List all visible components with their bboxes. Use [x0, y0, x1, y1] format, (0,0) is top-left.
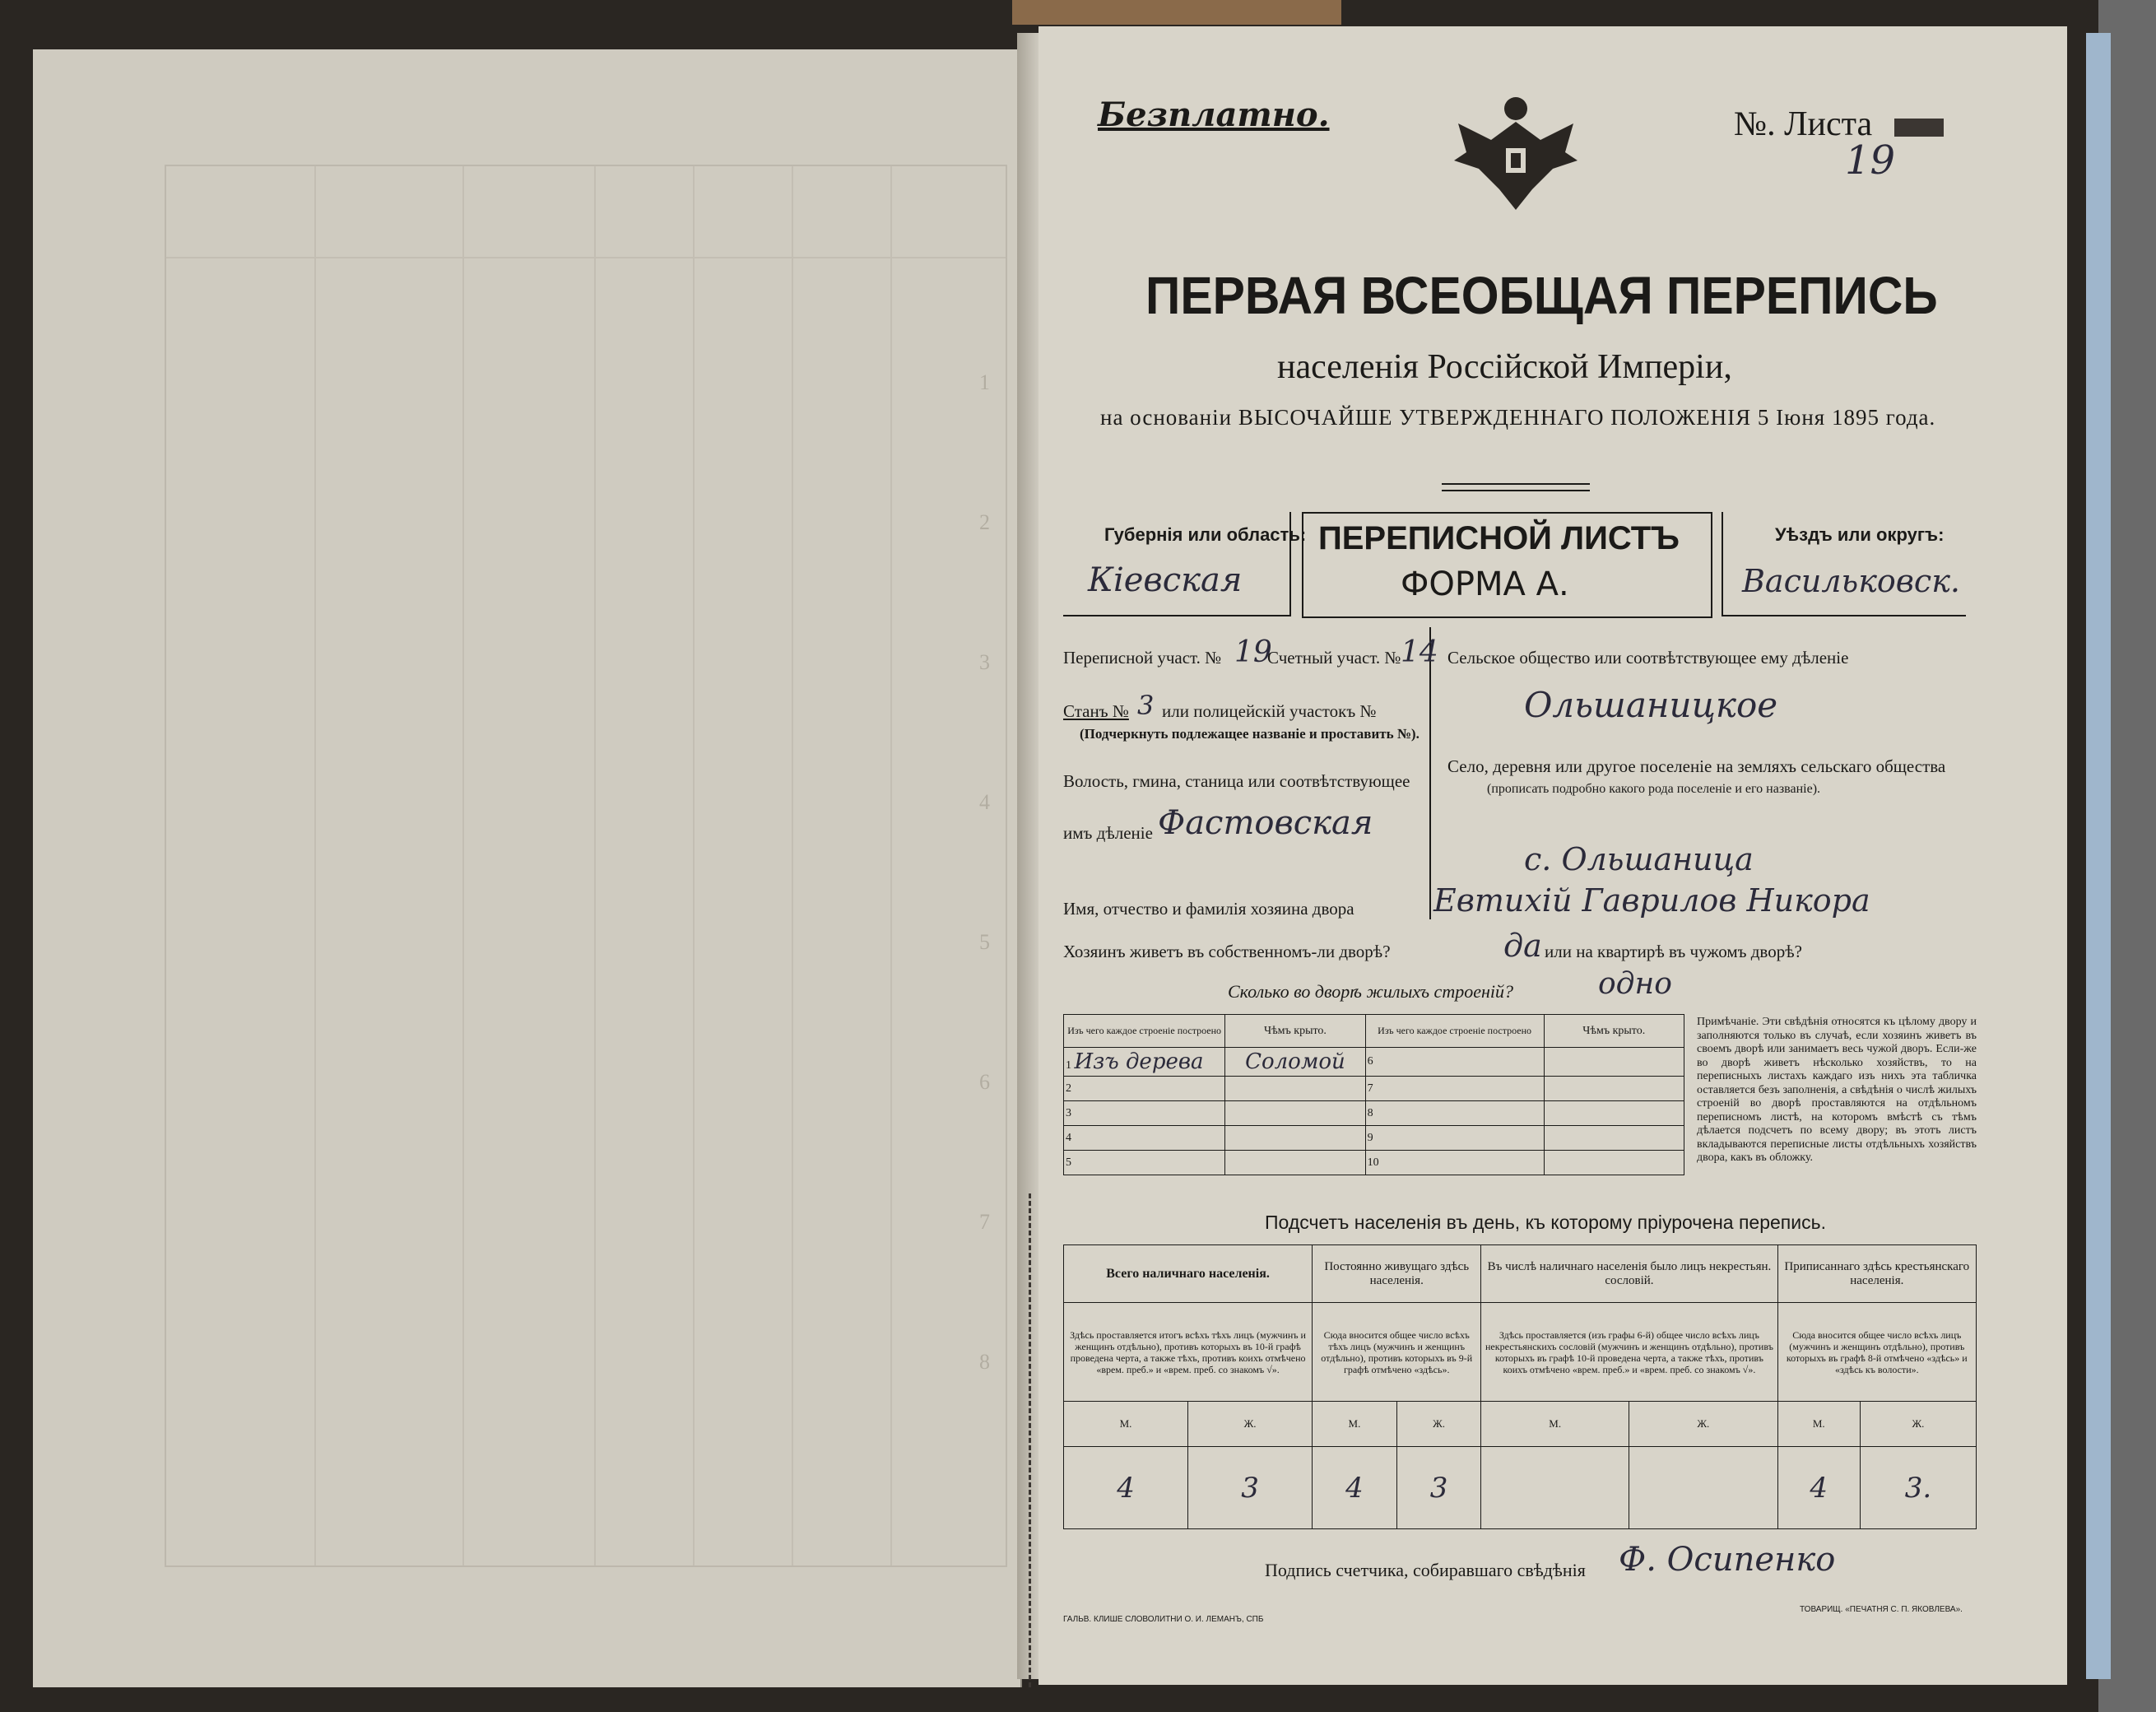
- count-permanent-male[interactable]: 4: [1313, 1447, 1397, 1529]
- imperial-eagle-emblem: [1442, 91, 1590, 214]
- count-group-desc: Здѣсь проставляется (изъ графы 6-й) общее число всѣхъ лицъ некрестьянскихъ сословій (мужчинъ и женщинъ отдѣльно), противъ которыхъ въ графѣ 10-й проведена черта, а также тѣхъ, противъ коихъ отмѣчено «врем. преб.» и «врем. преб. со знакомъ √».: [1481, 1303, 1777, 1402]
- stan-label: Станъ №: [1063, 701, 1129, 721]
- owner-label: Имя, отчество и фамилія хозяина двора: [1063, 899, 1354, 919]
- volost-label: Волость, гмина, станица или соотвѣтствующее: [1063, 771, 1410, 791]
- village-note: (прописать подробно какого рода поселеніе и его названіе).: [1487, 782, 1821, 796]
- uezd-value[interactable]: Васильковск.: [1742, 563, 1960, 599]
- society-label: Сельское общество или соотвѣтствующее ему дѣленіе: [1447, 648, 1849, 668]
- row-number: 5: [1064, 1151, 1225, 1175]
- village-label: Село, деревня или другое поселеніе на земляхъ сельскаго общества: [1447, 756, 1946, 776]
- count-group-head: Въ числѣ наличнаго населенія было лицъ некрестьян. сословій.: [1481, 1245, 1777, 1303]
- row-number: 9: [1365, 1126, 1544, 1151]
- rent-label: или на квартирѣ въ чужомъ дворѣ?: [1545, 942, 1802, 961]
- sheet-number-value: 19: [1845, 137, 1896, 184]
- faded-row-number: 5: [979, 930, 990, 954]
- row-number: 7: [1365, 1077, 1544, 1101]
- book-top-edge: [1012, 0, 1341, 25]
- census-form-page: [1039, 26, 2067, 1685]
- count-total-male[interactable]: 4: [1064, 1447, 1188, 1529]
- form-subtitle: населенія Россійской Имперіи,: [1277, 348, 1732, 386]
- stan-value[interactable]: 3: [1137, 690, 1155, 721]
- row-number: 6: [1365, 1048, 1544, 1077]
- count-nonpeasant-female[interactable]: [1629, 1447, 1778, 1529]
- female-header: Ж.: [1860, 1402, 1976, 1447]
- col-material-left: Изъ чего каждое строеніе построено: [1064, 1015, 1225, 1048]
- buildings-table: [1063, 1014, 1684, 1175]
- signature-label: Подпись счетчика, собиравшаго свѣдѣнія: [1265, 1560, 1586, 1580]
- sheet-number-label: №. Листа: [1734, 105, 1873, 143]
- left-page-faded-table: [165, 165, 1007, 1567]
- buildings-label: Сколько во дворѣ жилыхъ строеній?: [1228, 981, 1513, 1002]
- male-header: М.: [1064, 1402, 1188, 1447]
- sheet-number-strike: [1894, 119, 1944, 137]
- binding-stitches: [1029, 1193, 1034, 1687]
- faded-row-number: 7: [979, 1210, 990, 1234]
- police-label: или полицейскій участокъ №: [1162, 701, 1377, 721]
- form-name: ПЕРЕПИСНОЙ ЛИСТЪ: [1318, 520, 1680, 556]
- count-permanent-female[interactable]: 3: [1396, 1447, 1481, 1529]
- left-page: [33, 49, 1022, 1687]
- table-row: [1064, 1126, 1684, 1151]
- count-group-head: Приписаннаго здѣсь крестьянскаго населенія.: [1777, 1245, 1976, 1303]
- table-row: [1064, 1077, 1684, 1101]
- own-yard-value[interactable]: да: [1503, 928, 1542, 964]
- gubernia-value[interactable]: Кіевская: [1088, 561, 1243, 599]
- faded-row-number: 1: [979, 370, 990, 394]
- count-registered-male[interactable]: 4: [1777, 1447, 1860, 1529]
- enumerator-signature[interactable]: Ф. Осипенко: [1619, 1541, 1836, 1579]
- faded-row-number: 6: [979, 1070, 990, 1094]
- buildings-note: Примѣчаніе. Эти свѣдѣнія относятся къ цѣлому двору и заполняются только въ случаѣ, если хозяинъ живетъ въ своемъ дворѣ или занимаетъ весь чужой дворъ. Если-же во дворѣ живетъ нѣсколько хозяйствъ, то на переписныхъ листахъ каждаго изъ нихъ эта табличка оставляется безъ заполненія, а свѣдѣнія о числѣ жилыхъ строеній во дворѣ проставляются на отдѣльномъ переписномъ листѣ, на которомъ вмѣстѣ съ тѣмъ дѣлается подсчетъ по всему двору; въ этотъ листъ вкладываются переписные листы отдѣльныхъ хозяйствъ двора, какъ въ обложку.: [1697, 1016, 1977, 1164]
- volost-label-2: имъ дѣленіе: [1063, 823, 1153, 843]
- uezd-label: Уѣздъ или округъ:: [1775, 524, 1945, 545]
- table-row: [1064, 1048, 1684, 1077]
- male-header: М.: [1313, 1402, 1397, 1447]
- ornament-divider: [1442, 483, 1590, 491]
- fields-divider: [1429, 627, 1431, 919]
- row-number: 8: [1365, 1101, 1544, 1126]
- col-roof-right: Чѣмъ крыто.: [1544, 1015, 1684, 1048]
- buildings-value[interactable]: одно: [1598, 967, 1672, 1001]
- count-registered-female[interactable]: 3.: [1860, 1447, 1976, 1529]
- row-number: 4: [1064, 1126, 1225, 1151]
- female-header: Ж.: [1396, 1402, 1481, 1447]
- village-value[interactable]: с. Ольшаница: [1524, 841, 1754, 877]
- count-group-desc: Здѣсь проставляется итогъ всѣхъ тѣхъ лицъ (мужчинъ и женщинъ отдѣльно), противъ которыхъ въ 10-й графѣ проведена черта, а также тѣхъ, противъ коихъ отмѣчено «врем. преб.» и «врем. преб. со знакомъ √».: [1064, 1303, 1313, 1402]
- form-title: ПЕРВАЯ ВСЕОБЩАЯ ПЕРЕПИСЬ: [1145, 266, 1938, 325]
- count-group-head: Всего наличнаго населенія.: [1064, 1245, 1313, 1303]
- population-count-table: [1063, 1244, 1977, 1529]
- free-label: Безплатно.: [1098, 95, 1330, 134]
- row-number: 10: [1365, 1151, 1544, 1175]
- count-group-desc: Сюда вносится общее число всѣхъ тѣхъ лицъ (мужчинъ и женщинъ отдѣльно), противъ которыхъ въ 9-й графѣ отмѣчено «здѣсь».: [1313, 1303, 1481, 1402]
- faded-row-number: 4: [979, 790, 990, 814]
- faded-row-number: 3: [979, 650, 990, 674]
- book-cover-edge: [2086, 33, 2111, 1679]
- society-value[interactable]: Ольшаницкое: [1524, 685, 1778, 725]
- table-row: [1064, 1101, 1684, 1126]
- gubernia-label: Губернія или область:: [1104, 524, 1307, 545]
- male-header: М.: [1481, 1402, 1629, 1447]
- footer-printer-left: ГАЛЬВ. КЛИШЕ СЛОВОЛИТНИ О. И. ЛЕМАНЪ, СПБ: [1063, 1615, 1264, 1624]
- stan-note: (Подчеркнуть подлежащее названіе и проставить №).: [1080, 726, 1420, 742]
- count-title: Подсчетъ населенія въ день, къ которому пріурочена перепись.: [1265, 1212, 1826, 1233]
- row-number: 2: [1064, 1077, 1225, 1101]
- legal-basis: на основаніи ВЫСОЧАЙШЕ УТВЕРЖДЕННАГО ПОЛОЖЕНІЯ 5 Іюня 1895 года.: [1100, 405, 1936, 430]
- female-header: Ж.: [1629, 1402, 1778, 1447]
- male-header: М.: [1777, 1402, 1860, 1447]
- row-material[interactable]: Изъ дерева: [1074, 1049, 1204, 1074]
- footer-printer-right: ТОВАРИЩ. «ПЕЧАТНЯ С. П. ЯКОВЛЕВА».: [1800, 1605, 1963, 1614]
- faded-row-number: 8: [979, 1350, 990, 1374]
- table-row: [1064, 1151, 1684, 1175]
- form-letter: ФОРМА А.: [1401, 565, 1569, 603]
- count-nonpeasant-male[interactable]: [1481, 1447, 1629, 1529]
- col-material-right: Изъ чего каждое строеніе построено: [1365, 1015, 1544, 1048]
- count-total-female[interactable]: 3: [1188, 1447, 1313, 1529]
- row-roof[interactable]: Соломой: [1225, 1048, 1365, 1077]
- row-number: 3: [1064, 1101, 1225, 1126]
- census-area-value[interactable]: 19: [1234, 635, 1272, 669]
- volost-value[interactable]: Фастовская: [1158, 804, 1373, 842]
- row-number: 1: [1066, 1059, 1071, 1072]
- count-area-value[interactable]: 14: [1401, 635, 1438, 669]
- female-header: Ж.: [1188, 1402, 1313, 1447]
- col-roof-left: Чѣмъ крыто.: [1225, 1015, 1365, 1048]
- own-yard-label: Хозяинъ живетъ въ собственномъ-ли дворѣ?: [1063, 942, 1391, 961]
- owner-value[interactable]: Евтихій Гаврилов Никора: [1433, 882, 1870, 919]
- count-group-head: Постоянно живущаго здѣсь населенія.: [1313, 1245, 1481, 1303]
- count-area-label: Счетный участ. №: [1267, 648, 1401, 668]
- faded-row-number: 2: [979, 510, 990, 534]
- census-area-label: Переписной участ. №: [1063, 648, 1222, 668]
- count-group-desc: Сюда вносится общее число всѣхъ лицъ (мужчинъ и женщинъ отдѣльно), противъ которыхъ въ графѣ 8-й отмѣчено «здѣсь» и «здѣсь къ волости».: [1777, 1303, 1976, 1402]
